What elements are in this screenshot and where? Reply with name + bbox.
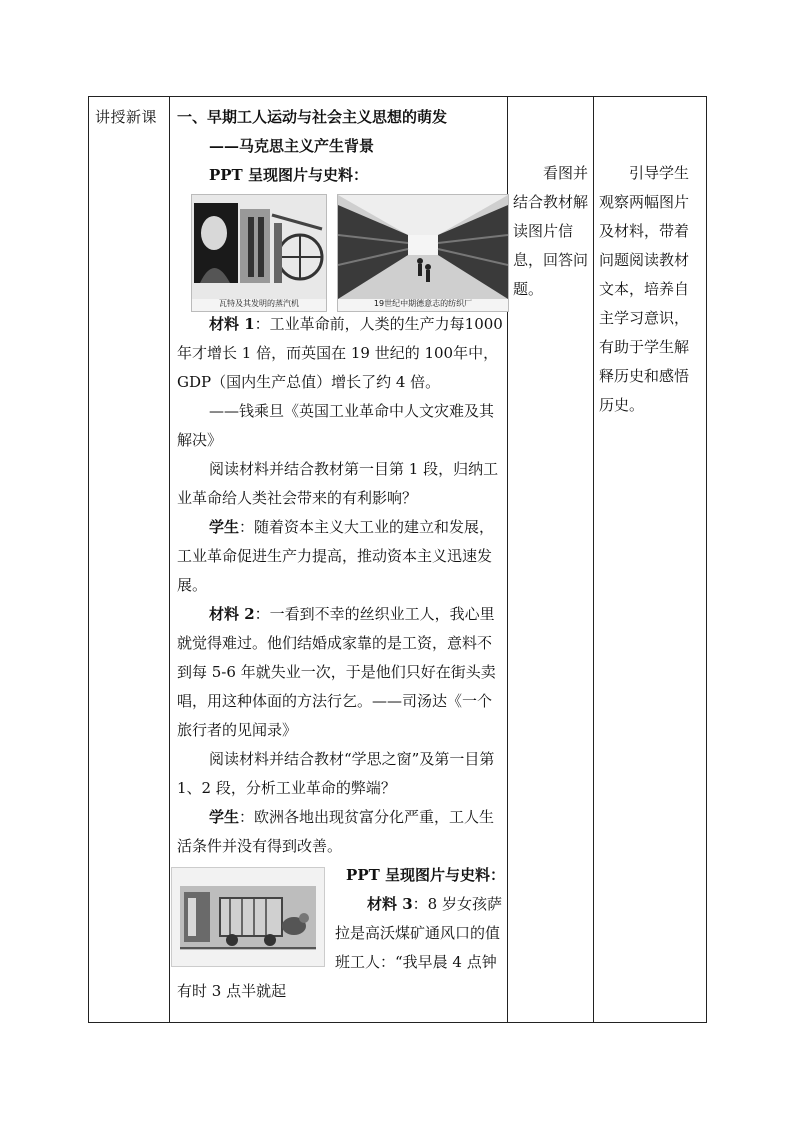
heading-2: ——马克思主义产生背景	[209, 137, 375, 155]
material-2-label: 材料 2	[209, 605, 255, 623]
ppt-line-2: PPT 呈现图片与史料：	[346, 866, 505, 884]
question-1: 阅读材料并结合教材第一目第 1 段，归纳工业革命给人类社会带来的有利影响？	[177, 460, 499, 507]
section-label: 讲授新课	[95, 108, 158, 126]
column-divider	[169, 97, 170, 1022]
design-intent	[599, 159, 701, 420]
design-intent-text: 引导学生观察两幅图片及材料，带着问题阅读教材文本，培养自主学习意识，有助于学生解释历史和感悟历史。	[599, 164, 690, 414]
question-2: 阅读材料并结合教材“学思之窗”及第一目第 1、2 段，分析工业革命的弊端？	[177, 750, 495, 797]
student-label: 学生	[209, 808, 240, 826]
image-caption: 瓦特及其发明的蒸汽机	[219, 299, 299, 308]
watt-steam-engine-image	[191, 194, 327, 312]
material-2	[177, 600, 505, 745]
material-1-source: ——钱乘旦《英国工业革命中人文灾难及其解决》	[177, 402, 495, 449]
answer-2-text: ：欧洲各地出现贫富分化严重，工人生活条件并没有得到改善。	[177, 808, 495, 855]
student-activity-text: 看图并结合教材解读图片信息，回答问题。	[513, 164, 589, 298]
student-label: 学生	[209, 518, 240, 536]
student-activity	[513, 159, 589, 304]
material-3-label: 材料 3	[367, 895, 413, 913]
lesson-table	[88, 96, 707, 1023]
student-answer-2	[177, 803, 505, 861]
textile-factory-image	[337, 194, 509, 312]
answer-1-text: ：随着资本主义大工业的建立和发展，工业革命促进生产力提高，推动资本主义迅速发展。	[177, 518, 495, 594]
material-1-label: 材料 1	[209, 315, 255, 333]
image-row	[191, 194, 505, 308]
teaching-content	[177, 103, 505, 1006]
image-caption: 19世纪中期德意志的纺织厂	[373, 299, 473, 308]
student-answer-1	[177, 513, 505, 600]
ppt-line-1: PPT 呈现图片与史料：	[209, 166, 368, 184]
material-1	[177, 310, 505, 397]
heading-1: 一、早期工人运动与社会主义思想的萌发	[177, 108, 448, 126]
material-2-text: ：一看到不幸的丝织业工人，我心里就觉得难过。他们结婚成家靠的是工资，意料不到每 5-6 年就失业一次，于是他们只好在街头卖唱，用这种体面的方法行乞。——司汤达《一个旅行者的见闻录》	[177, 605, 496, 739]
column-divider	[593, 97, 594, 1022]
material-1-text: ：工业革命前，人类的生产力每1000 年才增长 1 倍，而英国在 19 世纪的 100年中，GDP（国内生产总值）增长了约 4 倍。	[177, 315, 503, 391]
material-3-text: ：8 岁女孩萨拉是高沃煤矿通风口的值班工人：“我早晨 4 点钟有时 3 点半就起	[177, 895, 502, 1000]
coal-mine-image	[171, 867, 325, 967]
